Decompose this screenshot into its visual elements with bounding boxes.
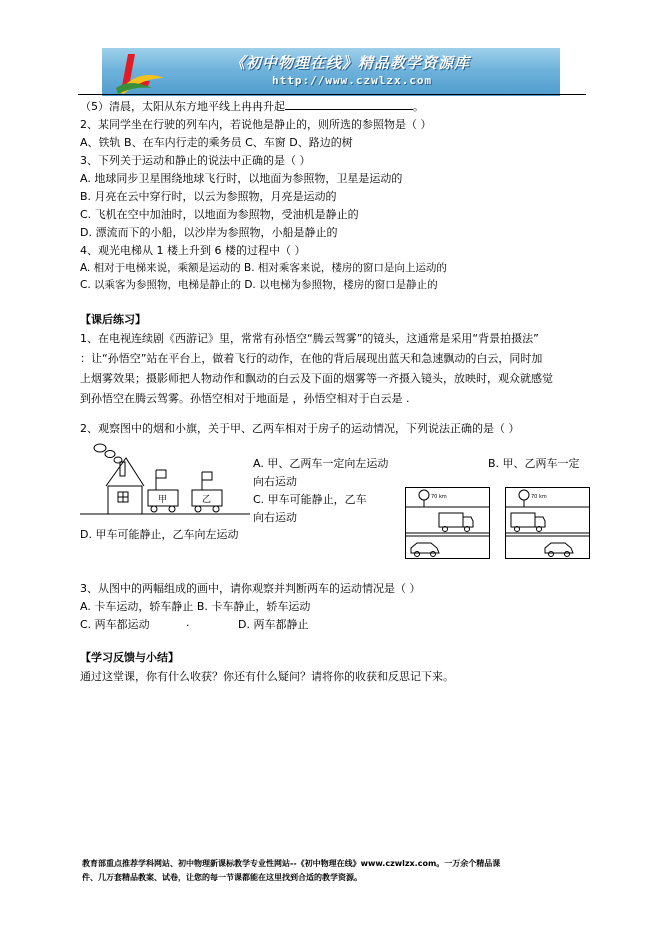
footer-line-1: 教育部重点推荐学科网站、初中物理新课标教学专业性网站--《初中物理在线》www.czwlzx.com。一万余个精品课	[82, 859, 501, 868]
question-5: （5）清晨，太阳从东方地平线上冉冉升起 。	[80, 100, 424, 113]
homework-2-option-b-continued: 向右运动	[253, 475, 297, 488]
question-2-options: A、铁轨 B、在车内行走的乘务员 C、车窗 D、路边的树	[80, 136, 353, 149]
question-4-options-ab: A. 相对于电梯来说，乘额是运动的 B. 相对乘客来说，楼房的窗口是向上运动的	[80, 262, 447, 274]
truck-icon	[511, 513, 545, 532]
car-jia-label: 甲	[158, 495, 168, 505]
summary-prompt: 通过这堂课，你有什么收获？你还有什么疑问？请将你的收获和反思记下来。	[80, 670, 454, 683]
truck-car-panel-right	[505, 487, 590, 559]
question-3-option-d: D. 漂流而下的小船，以沙岸为参照物，小船是静止的	[80, 226, 338, 239]
truck-car-panel-left	[405, 487, 490, 559]
homework-3: 3、从图中的两幅组成的画中，请你观察并判断两车的运动情况是（ ）	[80, 582, 421, 595]
header-banner	[102, 48, 560, 96]
question-3: 3、下列关于运动和静止的说法中正确的是（ ）	[80, 154, 311, 167]
question-4: 4、观光电梯从 1 楼上升到 6 楼的过程中（ ）	[80, 244, 306, 257]
car-jia-icon	[148, 470, 178, 512]
speed-sign-label: 70 km	[531, 494, 547, 500]
homework-2-option-c-continued: 向右运动	[253, 511, 297, 524]
homework-2-option-b: B. 甲、乙两车一定	[488, 457, 580, 470]
header-url: http://www.czwlzx.com	[272, 74, 433, 87]
house-cars-figure	[80, 440, 250, 520]
answer-blank	[285, 99, 413, 110]
car-yi-label: 乙	[202, 495, 212, 505]
homework-3-dot: .	[186, 616, 190, 629]
homework-3-option-d: D. 两车都静止	[238, 618, 309, 631]
house-icon	[106, 458, 144, 514]
truck-icon	[439, 513, 473, 532]
section-title-feedback: 【学习反馈与小结】	[80, 651, 179, 664]
smoke-icon	[94, 444, 122, 463]
homework-2-option-d: D. 甲车可能静止，乙车向左运动	[80, 528, 239, 541]
car-yi-icon	[192, 472, 222, 512]
question-4-options-cd: C. 以乘客为参照物，电梯是静止的 D. 以电梯为参照物，楼房的窗口是静止的	[80, 279, 438, 291]
homework-1-line-4: 到孙悟空在腾云驾雾。孙悟空相对于地面是 ，孙悟空相对于白云是 .	[80, 392, 410, 405]
homework-3-option-c: C. 两车都运动	[80, 618, 150, 631]
speed-sign-label: 70 km	[431, 494, 447, 500]
homework-2-option-c: C. 甲车可能静止，乙车	[253, 493, 367, 506]
header-rule	[78, 94, 586, 95]
homework-3-options-ab: A. 卡车运动，轿车静止 B. 卡车静止，轿车运动	[80, 600, 311, 613]
question-3-option-a: A. 地球同步卫星围绕地球飞行时，以地面为参照物，卫星是运动的	[80, 172, 403, 185]
question-3-option-c: C. 飞机在空中加油时，以地面为参照物，受油机是静止的	[80, 208, 359, 221]
section-title-homework: 【课后练习】	[80, 313, 146, 326]
homework-2: 2、观察图中的烟和小旗，关于甲、乙两车相对于房子的运动情况，下列说法正确的是（ ）	[80, 422, 520, 435]
homework-1-line-2: ：让“孙悟空”站在平台上，做着飞行的动作，在他的背后展现出蓝天和急速飘动的白云，同时加	[80, 352, 543, 365]
question-3-option-b: B. 月亮在云中穿行时，以云为参照物，月亮是运动的	[80, 190, 337, 203]
speed-sign-icon	[419, 490, 429, 507]
question-2: 2、某同学坐在行驶的列车内，若说他是静止的，则所选的参照物是（ ）	[80, 118, 432, 131]
logo-icon	[108, 48, 168, 96]
speed-sign-icon	[519, 490, 529, 507]
car-icon	[545, 543, 573, 557]
homework-1-line-1: 1、在电视连续剧《西游记》里，常常有孙悟空“腾云驾雾”的镜头，这通常是采用“背景拍摄法”	[80, 332, 539, 345]
footer-line-2: 件、几万套精品教案、试卷，让您的每一节课都能在这里找到合适的教学资源。	[82, 873, 362, 882]
car-icon	[411, 543, 439, 557]
homework-1-line-3: 上烟雾效果；摄影师把人物动作和飘动的白云及下面的烟雾等一齐摄入镜头，放映时，观众就感觉	[80, 372, 553, 385]
homework-2-option-a: A. 甲、乙两车一定向左运动	[253, 457, 389, 470]
header-title: 《初中物理在线》精品教学资源库	[230, 54, 471, 72]
